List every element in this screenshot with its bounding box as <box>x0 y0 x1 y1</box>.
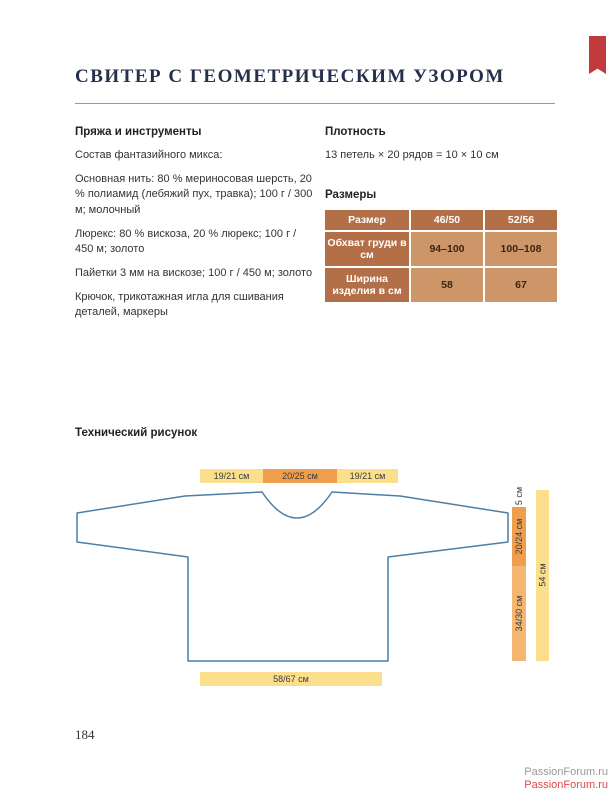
page-number: 184 <box>75 727 95 742</box>
title-divider <box>75 103 555 104</box>
sizes-heading: Размеры <box>325 189 377 202</box>
label-top-right: 19/21 см <box>349 471 386 481</box>
label-bottom: 58/67 см <box>273 674 309 684</box>
gauge-heading: Плотность <box>325 126 386 138</box>
watermark-line-gray: PassionForum.ru <box>524 766 608 778</box>
materials-heading: Пряжа и инструменты <box>75 126 202 138</box>
bottom-measure-bar <box>200 672 382 686</box>
label-side-upper: 20/24 см <box>514 518 524 555</box>
label-top-left: 19/21 см <box>213 471 250 481</box>
top-measure-bars <box>200 469 398 483</box>
page-title: СВИТЕР С ГЕОМЕТРИЧЕСКИМ УЗОРОМ <box>75 66 505 87</box>
table-cell-width-2: 67 <box>485 268 557 302</box>
table-cell-size-2: 52/56 <box>485 210 557 230</box>
technical-drawing <box>60 455 560 705</box>
table-cell-chest-1: 94–100 <box>411 232 483 266</box>
materials-paragraph: Люрекс: 80 % вискоза, 20 % люрекс; 100 г / 450 м; золото <box>75 227 297 255</box>
side-measure-bars <box>512 487 549 661</box>
label-side-neck: 5 см <box>514 486 524 506</box>
table-cell-chest-2: 100–108 <box>485 232 557 266</box>
table-cell-width-label: Ширина изделия в см <box>325 268 409 302</box>
gauge-sizes-section <box>325 126 555 302</box>
gauge-text: 13 петель × 20 рядов = 10 × 10 см <box>325 149 499 161</box>
materials-paragraph: Основная нить: 80 % мериносовая шерсть, 20 % полиамид (лебяжий пух, травка); 100 г / 300 м; молочный <box>75 173 313 216</box>
sweater-outline <box>77 492 508 661</box>
table-cell-width-1: 58 <box>411 268 483 302</box>
watermark <box>524 766 608 792</box>
sizes-table <box>325 210 555 302</box>
materials-paragraph: Состав фантазийного микса: <box>75 149 223 161</box>
materials-section <box>75 126 313 330</box>
table-cell-chest-label: Обхват груди в см <box>325 232 409 266</box>
label-top-center: 20/25 см <box>282 471 318 481</box>
table-cell-size-label: Размер <box>325 210 409 230</box>
label-side-lower: 34/30 см <box>514 595 524 632</box>
schematic-heading: Технический рисунок <box>75 427 198 439</box>
label-side-total: 54 см <box>537 563 548 587</box>
table-cell-size-1: 46/50 <box>411 210 483 230</box>
materials-paragraph: Крючок, трикотажная игла для сшивания деталей, маркеры <box>75 291 284 319</box>
page-tab <box>589 36 606 74</box>
materials-paragraph: Пайетки 3 мм на вискозе; 100 г / 450 м; золото <box>75 267 313 280</box>
watermark-line-red: PassionForum.ru <box>524 779 608 791</box>
